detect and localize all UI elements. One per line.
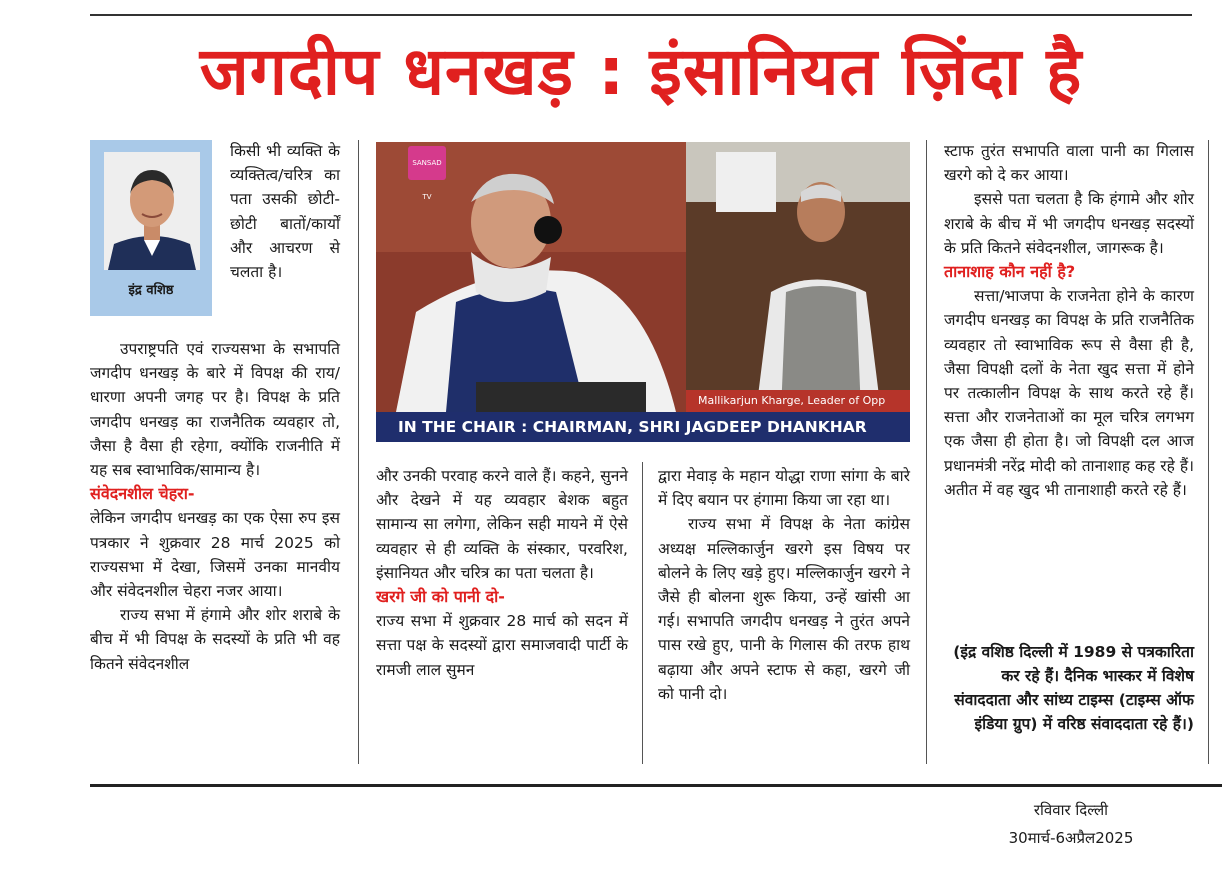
column-4 [944,139,1194,502]
intro-paragraph: किसी भी व्यक्ति के व्यक्तित्व/चरित्र का पता उसकी छोटी-छोटी बातों/कार्यों और आचरण से चलता है। [230,142,340,282]
subheading: संवेदनशील चेहरा- [90,484,195,504]
paragraph: राज्य सभा में शुक्रवार 28 मार्च को सदन में सत्ता पक्ष के सदस्यों द्वारा समाजवादी पार्टी के रामजी लाल सुमन [376,612,628,679]
name-tag: Mallikarjun Kharge, Leader of Opp [686,390,910,412]
bottom-rule [90,784,1222,787]
paragraph: और उनकी परवाह करने वाले हैं। कहने, सुनने और देखने में यह व्यवहार बेशक बहुत सामान्य सा लगेगा, लेकिन सही मायने में ऐसे व्यवहार से ही व्यक्ति के संस्कार, परवरिश, इंसानियत और चरित्र का पता चलता है। [376,467,628,582]
author-bio: (इंद्र वशिष्ठ दिल्ली में 1989 से पत्रकारिता कर रहे हैं। दैनिक भास्कर में विशेष संवाददाता और सांध्य टाइम्स (टाइम्स ऑफ इंडिया ग्रुप) में वरिष्ठ संवाददाता रहे हैं।) [953,643,1194,733]
column-divider [1208,140,1209,764]
day-city: रविवार दिल्ली [1033,801,1109,819]
subheading: खरगे जी को पानी दो- [376,587,505,607]
author-box [90,140,212,316]
paragraph: सत्ता/भाजपा के राजनेता होने के कारण जगदीप धनखड़ का विपक्ष के प्रति राजनैतिक व्यवहार तो स्वाभाविक रूप से वैसा ही है, जैसा विपक्षी दलों के नेता खुद सत्ता में होने पर तत्कालीन विपक्ष के साथ करते रहे हैं। सत्ता और राजनेताओं का मूल चरित्र लगभग एक जैसा ही होता है। जो विपक्षी दल आज प्रधानमंत्री नरेंद्र मोदी को तानाशाह कह रहे हैं। अतीत में वह खुद भी तानाशाही करते रहे हैं। [944,287,1194,499]
column-3 [658,464,910,706]
paragraph: द्वारा मेवाड़ के महान योद्धा राणा सांगा के बारे में दिए बयान पर हंगामा किया जा रहा था। [658,467,910,510]
paragraph: उपराष्ट्रपति एवं राज्यसभा के सभापति जगदीप धनखड़ के बारे में विपक्ष की राय/ धारणा अपनी जगह पर है। विपक्ष के प्रति जगदीप धनखड़ का राजनैतिक व्यवहार तो, जैसा है वैसा ही रहेगा, क्योंकि राजनीति में यह सब स्वाभाविक/सामान्य है। [90,340,340,480]
paragraph: राज्य सभा में विपक्ष के नेता कांग्रेस अध्यक्ष मल्लिकार्जुन खरगे इस विषय पर बोलने के लिए खड़े हुए। मल्लिकार्जुन खरगे ने जैसे ही बोलना शुरू किया, उन्हें खांसी आ गई। सभापति जगदीप धनखड़ ने तुरंत अपने पास रखे हुए, पानी के गिलास की तरफ हाथ बढ़ाया और अपने स्टाफ से कहा, खरगे जी को पानी दो। [658,515,910,703]
paragraph: इससे पता चलता है कि हंगामे और शोर शराबे के बीच में भी जगदीप धनखड़ सदस्यों के प्रति कितने संवेदनशील, जागरूक है। [944,190,1194,257]
photo-caption: IN THE CHAIR : CHAIRMAN, SHRI JAGDEEP DHANKHAR [376,412,910,442]
paragraph: लेकिन जगदीप धनखड़ का एक ऐसा रुप इस पत्रकार ने शुक्रवार 28 मार्च 2025 को राज्यसभा में देखा, जिसमें उनका मानवीय और संवेदनशील चेहरा नजर आया। [90,509,340,601]
author-portrait [104,152,200,270]
column-divider [642,462,643,764]
paragraph: राज्य सभा में हंगामे और शोर शराबे के बीच में भी विपक्ष के सदस्यों के प्रति भी वह कितने संवेदनशील [90,606,340,673]
column-divider [926,140,927,764]
news-photo [376,142,910,442]
author-name: इंद्र वशिष्ठ [128,283,174,298]
dateline [986,796,1156,852]
date-range: 30मार्च-6अप्रैल2025 [1008,829,1134,847]
channel-logo: SANSAD TV [408,146,446,180]
column-divider [358,140,359,764]
column-1-intro [230,139,340,284]
column-2 [376,464,628,682]
paragraph: स्टाफ तुरंत सभापति वाला पानी का गिलास खरगे को दे कर आया। [944,142,1194,185]
top-rule [90,14,1192,16]
subheading: तानाशाह कौन नहीं है? [944,262,1076,282]
column-1 [90,337,340,676]
headline: जगदीप धनखड़ : इंसानियत ज़िंदा है [199,33,1083,110]
